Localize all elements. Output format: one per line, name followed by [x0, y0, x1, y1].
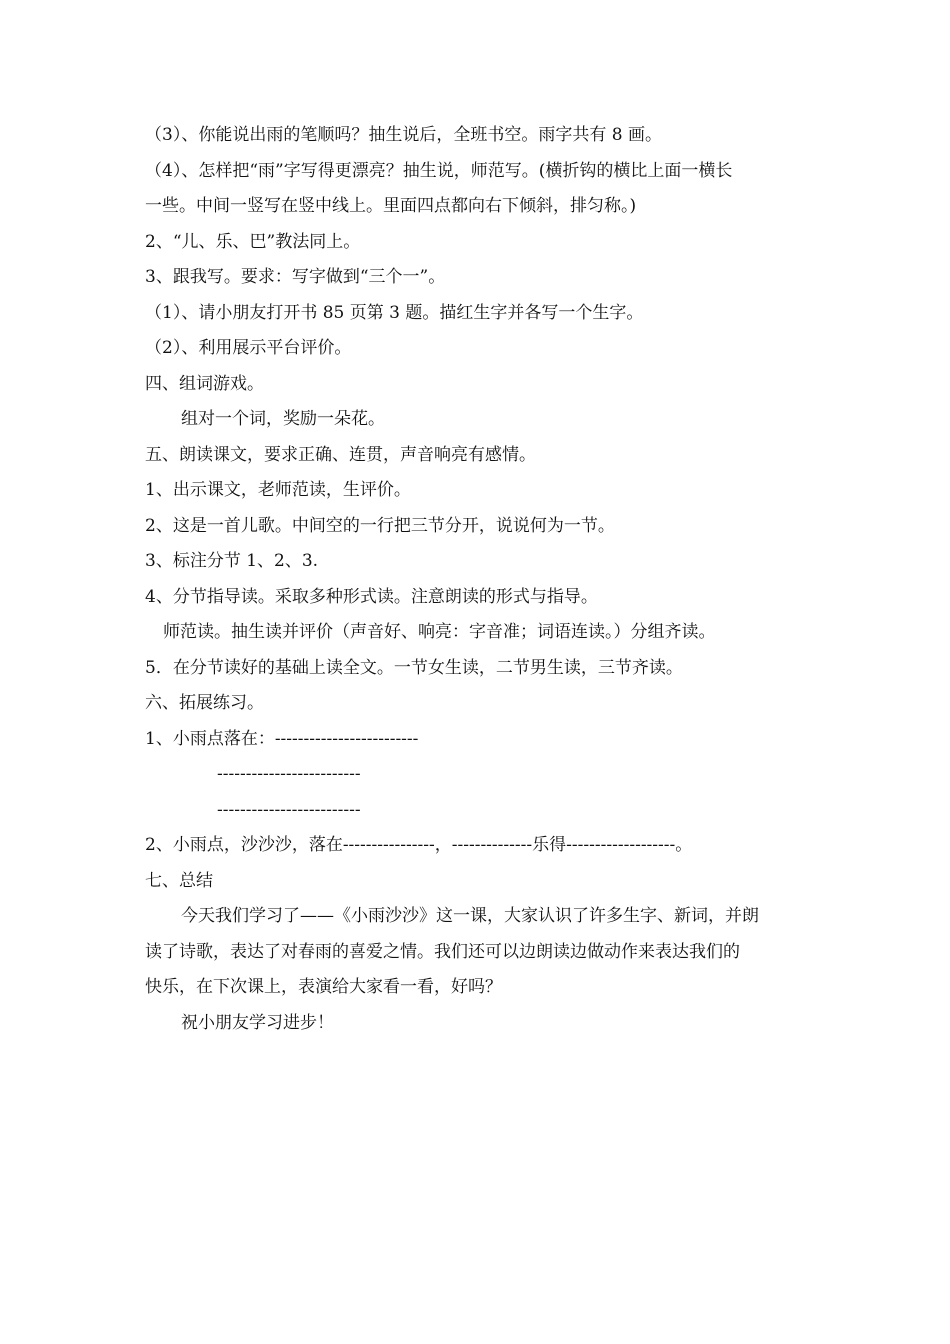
item-2-teaching-method: 2、“儿、乐、巴”教法同上。 — [145, 231, 361, 252]
section-4-body: 组对一个词，奖励一朵花。 — [181, 409, 385, 429]
fill-blank-line: ------------------------- — [217, 799, 361, 820]
section-5-item-3: 3、标注分节 1、2、3. — [145, 551, 319, 571]
sub-1-open-book: （1）、请小朋友打开书 85 页第 3 题。描红生字并各写一个生字。 — [145, 302, 644, 323]
closing-wish: 祝小朋友学习进步！ — [181, 1012, 334, 1033]
summary-paragraph-line-2: 读了诗歌，表达了对春雨的喜爱之情。我们还可以边朗读边做动作来表达我们的 — [145, 941, 740, 962]
step-4-write-beautifully: （4）、怎样把“雨”字写得更漂亮？抽生说，师范写。(横折钩的横比上面一横长 — [145, 160, 733, 181]
sub-2-display-evaluation: （2）、利用展示平台评价。 — [145, 338, 352, 358]
section-6-heading: 六、拓展练习。 — [145, 693, 264, 713]
summary-paragraph-line-1: 今天我们学习了——《小雨沙沙》这一课，大家认识了许多生字、新词，并朗 — [181, 906, 759, 926]
section-6-item-2: 2、小雨点，沙沙沙，落在----------------，--------------乐得-------------------。 — [145, 835, 693, 855]
section-5-item-2: 2、这是一首儿歌。中间空的一行把三节分开，说说何为一节。 — [145, 515, 615, 536]
section-5-heading: 五、朗读课文，要求正确、连贯，声音响亮有感情。 — [145, 444, 536, 465]
fill-blank-line: ------------------------- — [217, 764, 361, 784]
section-5-item-5: 5．在分节读好的基础上读全文。一节女生读，二节男生读，三节齐读。 — [145, 657, 683, 678]
document-body — [145, 118, 813, 1041]
section-5-item-4: 4、分节指导读。采取多种形式读。注意朗读的形式与指导。 — [145, 586, 598, 607]
section-5-item-4-detail: 师范读。抽生读并评价（声音好、响亮：字音准；词语连读。）分组齐读。 — [163, 622, 716, 642]
item-3-follow-writing: 3、跟我写。要求：写字做到“三个一”。 — [145, 267, 446, 287]
section-7-heading: 七、总结 — [145, 870, 213, 891]
section-5-item-1: 1、出示课文，老师范读，生评价。 — [145, 480, 411, 500]
summary-paragraph-line-3: 快乐，在下次课上，表演给大家看一看，好吗？ — [145, 977, 502, 997]
step-4-continuation: 一些。中间一竖写在竖中线上。里面四点都向右下倾斜，排匀称。) — [145, 196, 637, 216]
step-3-stroke-order: （3）、你能说出雨的笔顺吗？抽生说后，全班书空。雨字共有 8 画。 — [145, 125, 662, 145]
section-4-heading: 四、组词游戏。 — [145, 373, 264, 394]
section-6-item-1: 1、小雨点落在：------------------------- — [145, 728, 419, 749]
